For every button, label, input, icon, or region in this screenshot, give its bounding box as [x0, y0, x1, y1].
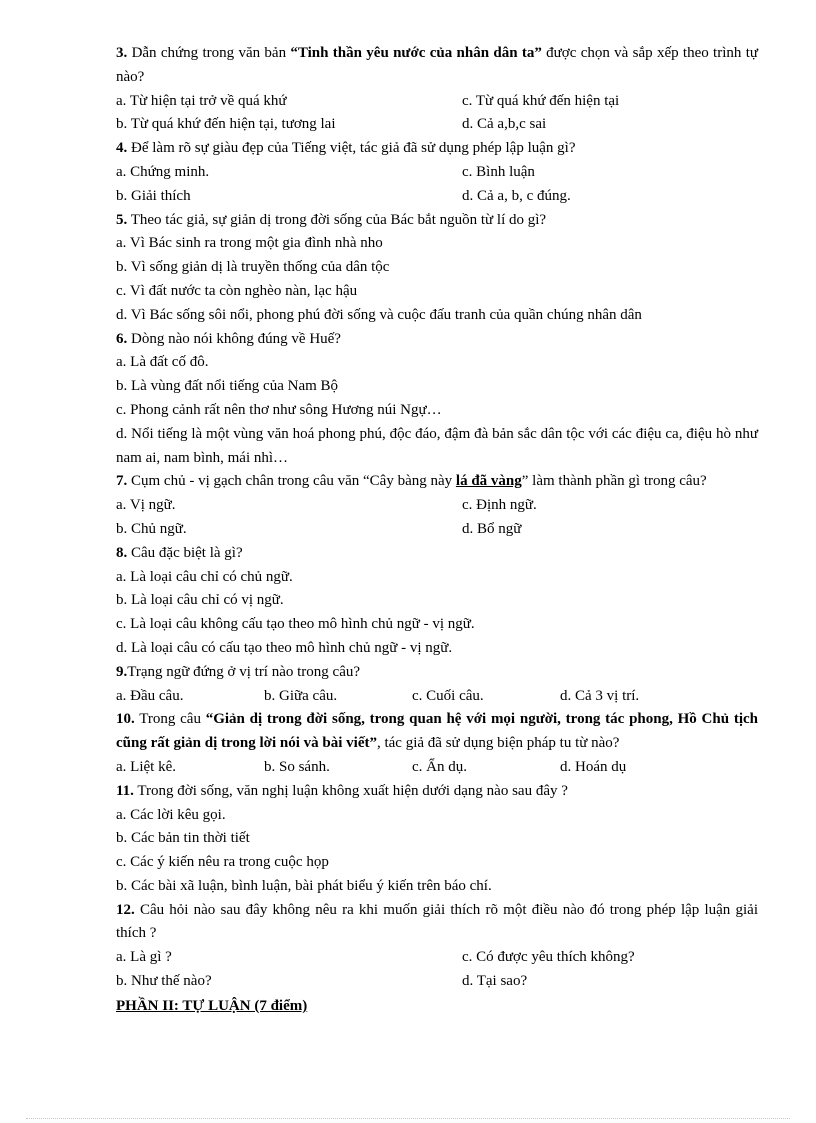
- text-title: “Tinh thần yêu nước của nhân dân ta”: [290, 45, 542, 61]
- question-number: 5.: [116, 211, 128, 228]
- question-10: [116, 708, 758, 756]
- option-c: c. Cuối câu.: [412, 687, 484, 704]
- option-b: b. Giữa câu.: [264, 687, 338, 704]
- option-c: c. Là loại câu không cấu tạo theo mô hình chủ ngữ - vị ngữ.: [116, 616, 475, 633]
- options-row: [116, 161, 758, 185]
- quoted-sentence: “Giản dị trong đời sống, trong quan hệ với mọi người, trong tác phong, Hồ Chủ tịch cũng rất giản dị trong lời nói và bài viết”: [116, 711, 758, 752]
- option-d: d. Là loại câu có cấu tạo theo mô hình chủ ngữ - vị ngữ.: [116, 639, 453, 656]
- option-d: d. Cả 3 vị trí.: [560, 687, 640, 704]
- option-a: a. Là đất cố đô.: [116, 354, 209, 371]
- option-b: b. Là loại câu chỉ có vị ngữ.: [116, 592, 284, 609]
- question-3: [116, 42, 758, 90]
- option-b: b. So sánh.: [264, 758, 330, 775]
- option-d: d. Cả a,b,c sai: [462, 116, 547, 133]
- question-text: Dẫn chứng trong văn bản: [127, 45, 291, 61]
- question-text: Trong câu: [134, 711, 206, 728]
- question-number: 10.: [116, 711, 135, 728]
- question-7: [116, 470, 758, 494]
- question-text: Trạng ngữ đứng ở vị trí nào trong câu?: [127, 663, 361, 680]
- question-12: [116, 899, 758, 947]
- option-d: d. Vì Bác sống sôi nổi, phong phú đời sống và cuộc đấu tranh của quần chúng nhân dân: [116, 306, 642, 323]
- option-a: a. Là gì ?: [116, 949, 172, 966]
- option-c: c. Có được yêu thích không?: [462, 949, 635, 966]
- option-b: b. Các bản tin thời tiết: [116, 830, 250, 847]
- options-row: [116, 970, 758, 994]
- option-b: b. Như thế nào?: [116, 973, 212, 990]
- option-b: b. Giải thích: [116, 187, 191, 204]
- underlined-phrase: lá đã vàng: [455, 473, 522, 490]
- exam-page: [116, 42, 758, 1019]
- option-d: d. Nổi tiếng là một vùng văn hoá phong phú, độc đáo, đậm đà bản sắc dân tộc với các điệu ca, điệu hò như nam ai, nam bình, mái nhì…: [116, 425, 758, 466]
- options-row: [116, 946, 758, 970]
- question-text: Theo tác giả, sự giản dị trong đời sống của Bác bắt nguồn từ lí do gì?: [127, 211, 547, 228]
- question-number: 9.: [116, 663, 128, 680]
- option-a: a. Chứng minh.: [116, 163, 210, 180]
- question-number: 8.: [116, 544, 128, 561]
- question-4: [116, 137, 758, 161]
- options-row: [116, 90, 758, 114]
- option-d: b. Các bài xã luận, bình luận, bài phát biểu ý kiến trên báo chí.: [116, 877, 492, 894]
- option-d: d. Bổ ngữ: [462, 520, 522, 537]
- question-number: 11.: [116, 782, 134, 799]
- options-row: [116, 494, 758, 518]
- option-d: d. Cả a, b, c đúng.: [462, 187, 571, 204]
- option-b: b. Vì sống giản dị là truyền thống của dân tộc: [116, 259, 390, 276]
- options-row: [116, 518, 758, 542]
- question-6: [116, 328, 758, 352]
- question-text: Câu đặc biệt là gì?: [127, 544, 243, 561]
- option-b: b. Là vùng đất nổi tiếng của Nam Bộ: [116, 378, 339, 395]
- question-number: 6.: [116, 330, 128, 347]
- question-text: Để làm rõ sự giàu đẹp của Tiếng việt, tác giả đã sử dụng phép lập luận gì?: [127, 140, 576, 157]
- option-b: b. Chủ ngữ.: [116, 520, 187, 537]
- options-row: [116, 185, 758, 209]
- question-text: Dòng nào nói không đúng về Huế?: [127, 330, 341, 347]
- option-a: a. Đầu câu.: [116, 687, 184, 704]
- option-c: c. Từ quá khứ đến hiện tại: [462, 92, 620, 109]
- question-text: Câu hỏi nào sau đây không nêu ra khi muốn giải thích rõ một điều nào đó trong phép lập luận giải thích ?: [116, 901, 758, 942]
- question-text: Trong đời sống, văn nghị luận không xuất hiện dưới dạng nào sau đây ?: [133, 782, 568, 799]
- question-text: Cụm chủ - vị gạch chân trong câu văn “Cây bàng này: [127, 473, 456, 490]
- section-heading: PHẦN II: TỰ LUẬN (7 điểm): [116, 997, 308, 1014]
- option-c: c. Vì đất nước ta còn nghèo nàn, lạc hậu: [116, 282, 358, 299]
- question-5: [116, 209, 758, 233]
- question-number: 7.: [116, 473, 128, 490]
- question-text: được chọn và sắp xếp theo trình tự nào?: [116, 45, 758, 85]
- option-a: a. Liệt kê.: [116, 758, 176, 775]
- option-c: c. Định ngữ.: [462, 497, 537, 514]
- options-row: [116, 756, 758, 780]
- question-9: [116, 661, 758, 685]
- question-number: 12.: [116, 901, 135, 918]
- question-11: [116, 780, 758, 804]
- option-c: c. Ẩn dụ.: [412, 758, 467, 775]
- option-a: a. Vị ngữ.: [116, 497, 176, 514]
- question-8: [116, 542, 758, 566]
- question-text: ” làm thành phần gì trong câu?: [521, 473, 707, 490]
- options-row: [116, 113, 758, 137]
- option-d: d. Hoán dụ: [560, 758, 627, 775]
- page-bottom-border: [26, 1118, 790, 1119]
- option-a: a. Các lời kêu gọi.: [116, 806, 226, 823]
- option-a: a. Vì Bác sinh ra trong một gia đình nhà nho: [116, 235, 383, 252]
- question-text: , tác giả đã sử dụng biện pháp tu từ nào?: [376, 735, 620, 752]
- question-number: 4.: [116, 140, 128, 157]
- option-b: b. Từ quá khứ đến hiện tại, tương lai: [116, 116, 336, 133]
- option-c: c. Các ý kiến nêu ra trong cuộc họp: [116, 854, 329, 871]
- option-d: d. Tại sao?: [462, 973, 528, 990]
- option-a: a. Từ hiện tại trở về quá khứ: [116, 92, 287, 109]
- options-row: [116, 685, 758, 709]
- question-number: 3.: [116, 45, 128, 61]
- option-a: a. Là loại câu chỉ có chủ ngữ.: [116, 568, 293, 585]
- option-c: c. Bình luận: [462, 163, 535, 180]
- option-c: c. Phong cảnh rất nên thơ như sông Hương núi Ngự…: [116, 401, 442, 418]
